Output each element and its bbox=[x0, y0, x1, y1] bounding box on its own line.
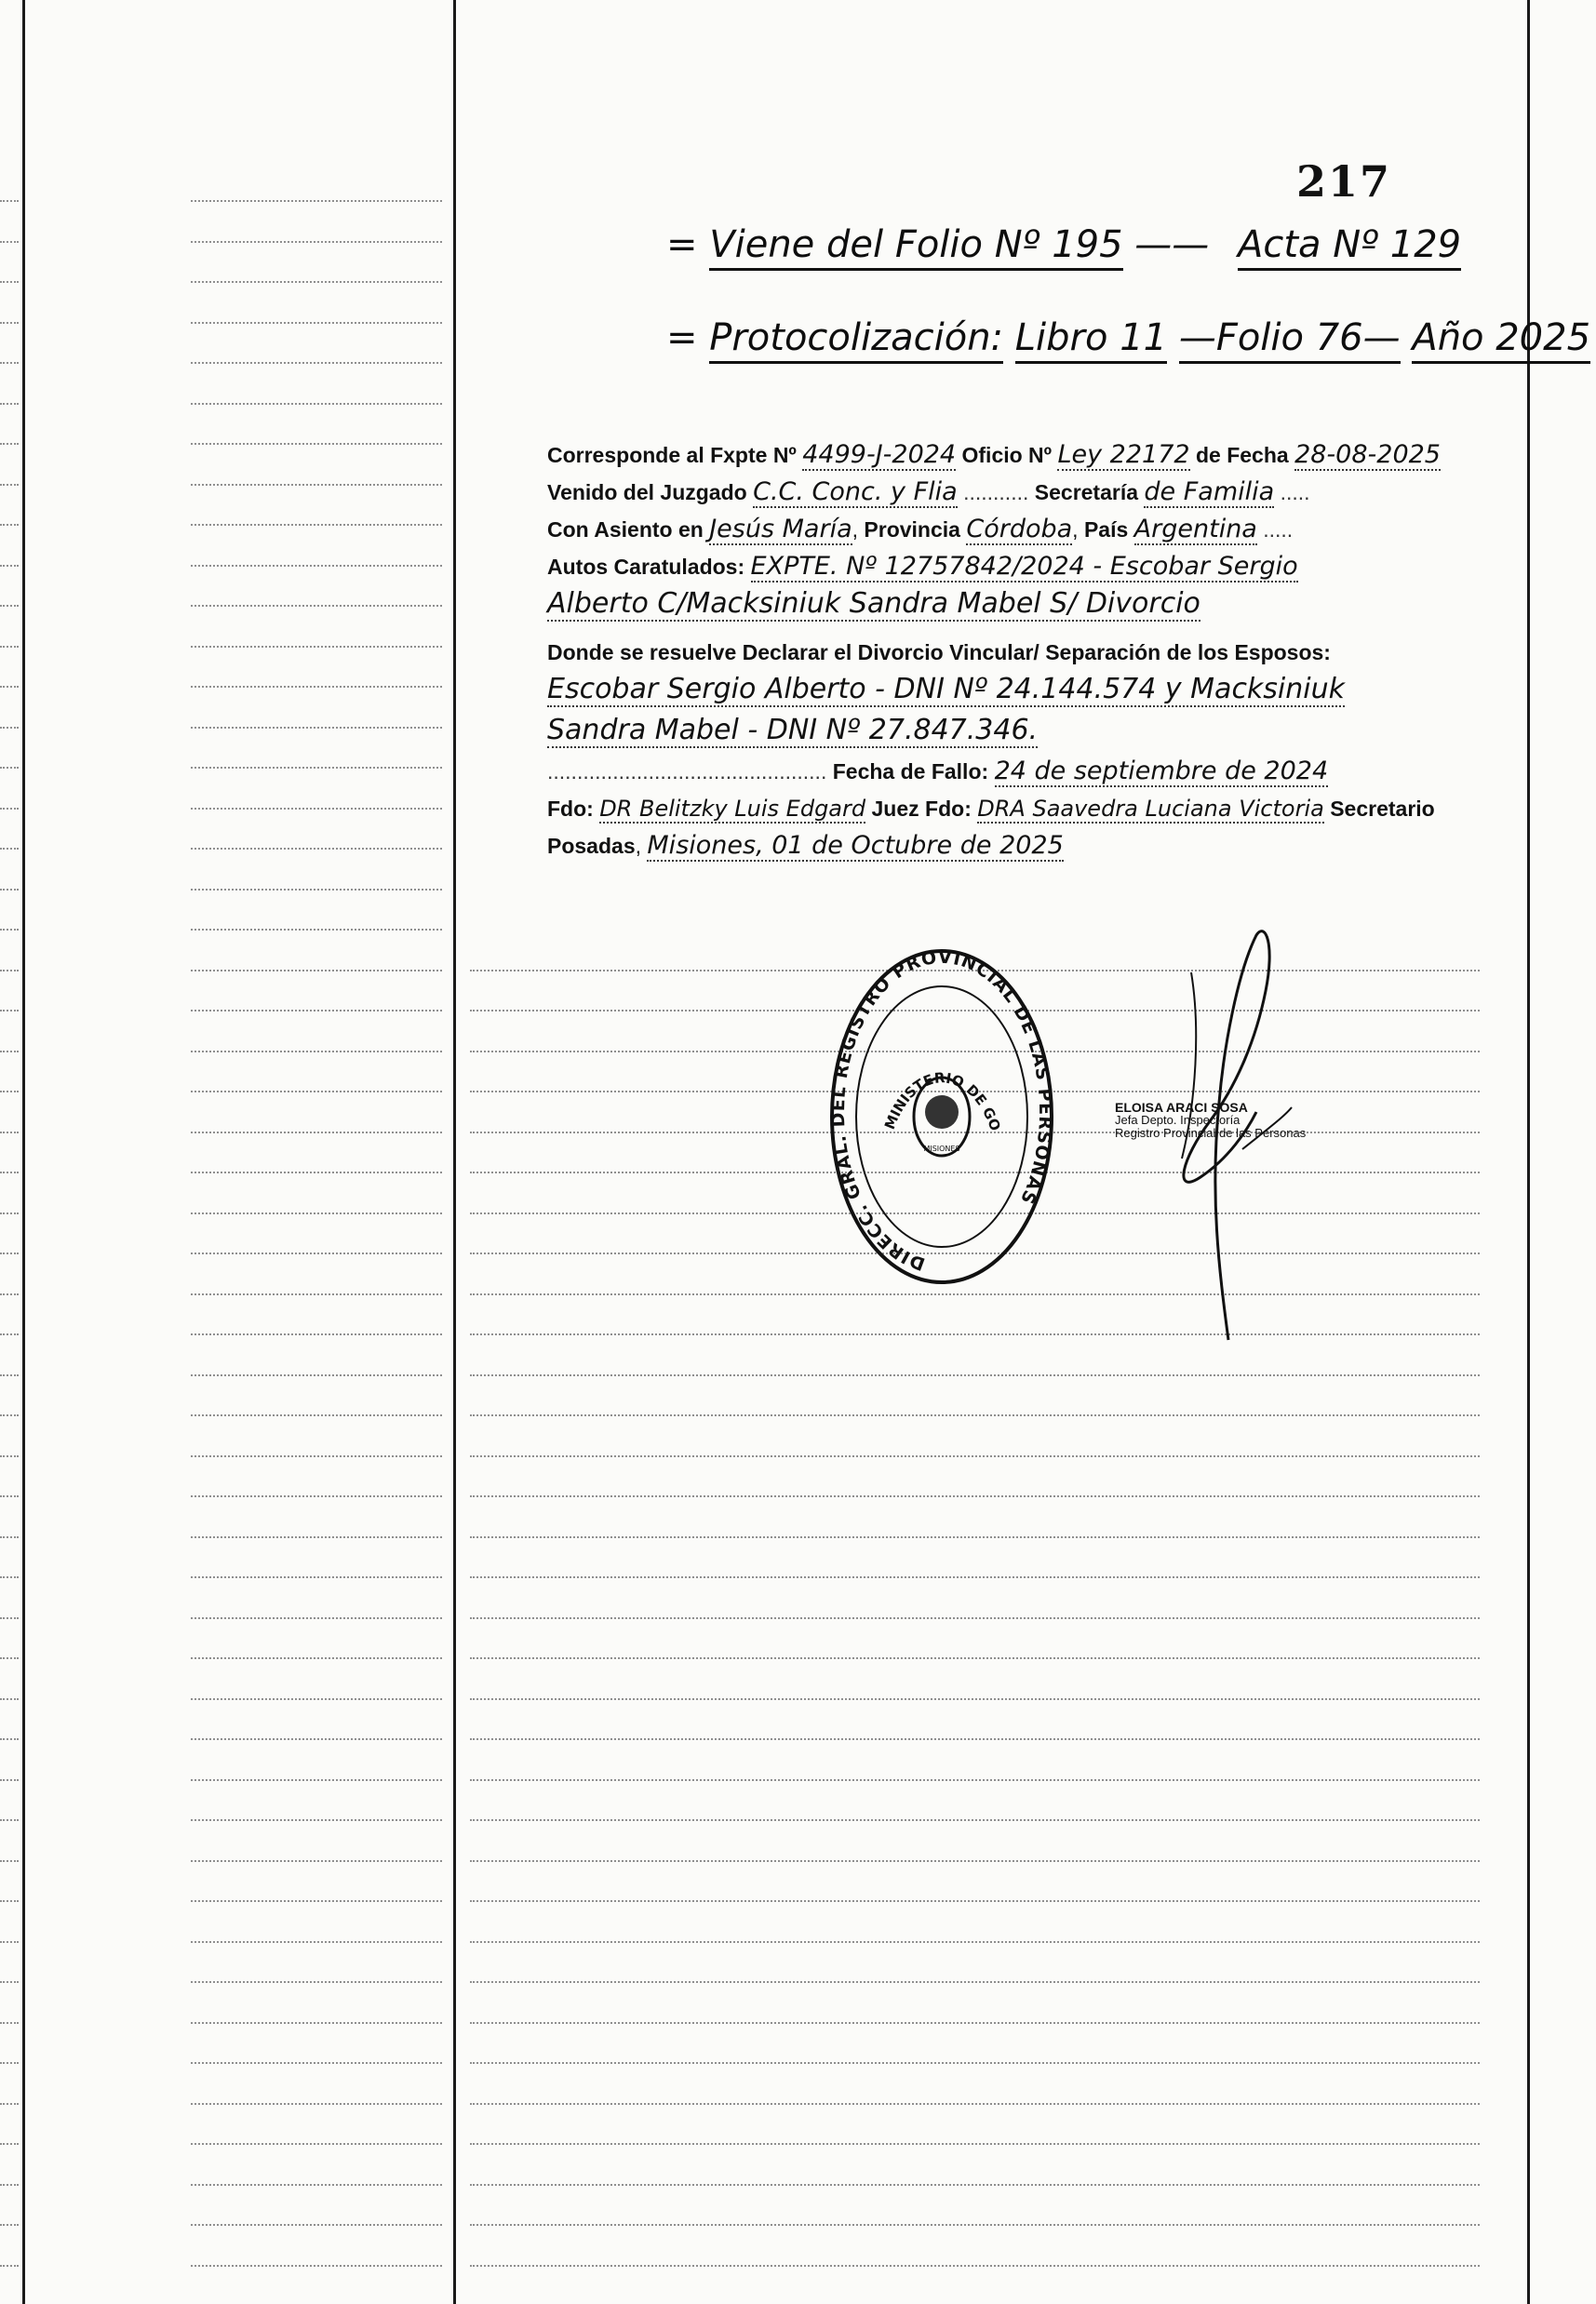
secretaria-value: de Familia bbox=[1144, 477, 1275, 506]
ruled-line bbox=[0, 322, 19, 324]
ruled-line bbox=[0, 970, 19, 971]
ruled-line bbox=[191, 929, 442, 931]
ruled-line bbox=[0, 1900, 19, 1902]
ruled-line bbox=[470, 2265, 1480, 2267]
ruled-line bbox=[191, 1738, 442, 1740]
ruled-line bbox=[191, 1981, 442, 1983]
provincia-label: Provincia bbox=[864, 517, 960, 542]
ruled-line bbox=[470, 2184, 1480, 2186]
juez-name: DR Belitzky Luis Edgard bbox=[599, 796, 866, 822]
folio-number: —Folio 76— bbox=[1179, 316, 1401, 364]
svg-text:MISIONES: MISIONES bbox=[923, 1145, 960, 1153]
ruled-line bbox=[191, 686, 442, 688]
protocolizacion-label: Protocolización: bbox=[709, 316, 1003, 364]
ruled-line bbox=[0, 1657, 19, 1659]
ruled-line bbox=[0, 524, 19, 526]
registry-form bbox=[547, 437, 1478, 865]
ruled-line bbox=[470, 1698, 1480, 1700]
ruled-line bbox=[0, 2103, 19, 2105]
ruled-line bbox=[0, 362, 19, 364]
ruled-line bbox=[191, 646, 442, 648]
ruled-line bbox=[470, 2224, 1480, 2226]
folio-origin: Viene del Folio Nº 195 bbox=[709, 223, 1122, 271]
ruled-line bbox=[470, 1900, 1480, 1902]
juzgado-dots: ........... bbox=[963, 480, 1029, 504]
ruled-line bbox=[191, 605, 442, 607]
secretaria-dots: ..... bbox=[1280, 480, 1310, 504]
ruled-line bbox=[0, 1051, 19, 1052]
ruled-line bbox=[470, 1495, 1480, 1497]
ruled-line bbox=[0, 1293, 19, 1295]
ruled-line bbox=[191, 1779, 442, 1781]
ruled-line bbox=[0, 2265, 19, 2267]
ruled-line bbox=[0, 1576, 19, 1578]
ruled-line bbox=[0, 1738, 19, 1740]
ruled-line bbox=[470, 2103, 1480, 2105]
ruled-line bbox=[191, 848, 442, 850]
ruled-line bbox=[0, 1414, 19, 1416]
ruled-line bbox=[0, 1617, 19, 1619]
ruled-line bbox=[0, 767, 19, 769]
ruled-line bbox=[0, 1212, 19, 1214]
secretario-label: Secretario bbox=[1330, 797, 1435, 821]
ruled-line bbox=[470, 1819, 1480, 1821]
ruled-line bbox=[191, 1860, 442, 1862]
row-posadas: Posadas, Misiones, 01 de Octubre de 2025 bbox=[547, 831, 1064, 860]
row-corresponde bbox=[547, 437, 1478, 475]
ruled-line bbox=[191, 1698, 442, 1700]
ruled-line bbox=[191, 727, 442, 729]
ruled-line bbox=[191, 889, 442, 891]
ruled-line bbox=[191, 970, 442, 971]
ruled-line bbox=[191, 767, 442, 769]
heading-line-1 bbox=[666, 223, 1461, 266]
ruled-line bbox=[191, 1010, 442, 1011]
ruled-line bbox=[191, 1455, 442, 1457]
ruled-line bbox=[0, 1536, 19, 1538]
fdo-label-1: Fdo: bbox=[547, 797, 594, 821]
ruled-line bbox=[0, 2062, 19, 2064]
ruled-line bbox=[0, 2224, 19, 2226]
ruled-line bbox=[191, 565, 442, 567]
juzgado-value: C.C. Conc. y Flia bbox=[753, 477, 958, 506]
ruled-line bbox=[470, 1941, 1480, 1943]
ruled-line bbox=[191, 1819, 442, 1821]
ruled-line bbox=[0, 1252, 19, 1254]
heading-dash: —— bbox=[1134, 223, 1210, 266]
juez-label: Juez bbox=[871, 797, 919, 821]
ruled-line bbox=[191, 2184, 442, 2186]
row-firmas bbox=[547, 791, 1478, 828]
ruled-line bbox=[470, 2062, 1480, 2064]
ruled-line bbox=[191, 1051, 442, 1052]
ruled-line bbox=[0, 686, 19, 688]
secretaria-label: Secretaría bbox=[1034, 480, 1139, 504]
fallo-value: 24 de septiembre de 2024 bbox=[994, 757, 1329, 785]
ruled-line bbox=[191, 1941, 442, 1943]
pais-value: Argentina bbox=[1133, 515, 1257, 543]
ruled-line bbox=[0, 646, 19, 648]
ruled-line bbox=[191, 241, 442, 243]
donde-label: Donde se resuelve Declarar el Divorcio Vincular/ Separación de los Esposos: bbox=[547, 640, 1331, 664]
ruled-line bbox=[191, 1374, 442, 1376]
ruled-line bbox=[470, 2022, 1480, 2024]
ruled-line bbox=[191, 1414, 442, 1416]
row-donde bbox=[547, 635, 1478, 672]
ruled-line bbox=[470, 1374, 1480, 1376]
ruled-line bbox=[191, 524, 442, 526]
ruled-line bbox=[0, 808, 19, 810]
ruled-line bbox=[0, 929, 19, 931]
ruled-line bbox=[191, 1091, 442, 1092]
ruled-line bbox=[191, 1132, 442, 1133]
ruled-line bbox=[470, 1293, 1480, 1295]
ruled-line bbox=[470, 2143, 1480, 2145]
ruled-line bbox=[191, 1293, 442, 1295]
ruled-line bbox=[0, 1333, 19, 1335]
ruled-line bbox=[191, 322, 442, 324]
ruled-line bbox=[0, 1819, 19, 1821]
ruled-line bbox=[0, 1941, 19, 1943]
ruled-line bbox=[191, 1333, 442, 1335]
official-stamp bbox=[1115, 1101, 1306, 1140]
svg-text:DIRECC. GRAL. DEL REGISTRO PRO: DIRECC. GRAL. DEL REGISTRO PROVINCIAL DE LAS PERSONAS bbox=[828, 946, 1056, 1275]
ruled-line bbox=[0, 443, 19, 445]
secretario-name: DRA Saavedra Luciana Victoria bbox=[977, 796, 1324, 822]
heading-prefix: = bbox=[666, 223, 698, 266]
ruled-line bbox=[191, 1172, 442, 1173]
row-autos-cont bbox=[547, 586, 1478, 627]
ruled-line bbox=[470, 1333, 1480, 1335]
ruled-line bbox=[0, 1172, 19, 1173]
posadas-value: Misiones, 01 de Octubre de 2025 bbox=[647, 831, 1064, 860]
ruled-line bbox=[191, 484, 442, 486]
ruled-line bbox=[191, 2103, 442, 2105]
posadas-label: Posadas bbox=[547, 834, 636, 858]
acta-number: Acta Nº 129 bbox=[1238, 223, 1461, 271]
ruled-line bbox=[0, 1455, 19, 1457]
ruled-line bbox=[0, 1010, 19, 1011]
ruled-line bbox=[470, 1657, 1480, 1659]
ruled-line bbox=[0, 848, 19, 850]
ruled-line bbox=[191, 1617, 442, 1619]
ruled-line bbox=[0, 1698, 19, 1700]
ruled-line bbox=[191, 1657, 442, 1659]
ruled-line bbox=[191, 362, 442, 364]
ruled-line bbox=[191, 1576, 442, 1578]
svg-text:MINISTERIO DE GOBIERNO: MINISTERIO DE GO bbox=[880, 1069, 1004, 1133]
ruled-line bbox=[0, 1374, 19, 1376]
oficio-value: Ley 22172 bbox=[1057, 440, 1190, 469]
ruled-line bbox=[0, 565, 19, 567]
ruled-line bbox=[0, 1091, 19, 1092]
row-asiento: Con Asiento en Jesús María, Provincia Córdoba, País Argentina ..... bbox=[547, 515, 1294, 543]
row-esposos-2 bbox=[547, 713, 1478, 754]
ruled-line bbox=[191, 200, 442, 202]
ruled-line bbox=[191, 2022, 442, 2024]
official-seal bbox=[828, 944, 1056, 1289]
ruled-line bbox=[191, 808, 442, 810]
fallo-label: Fecha de Fallo: bbox=[832, 759, 989, 784]
page-number: 217 bbox=[1296, 156, 1392, 207]
ruled-line bbox=[0, 281, 19, 283]
autos-line-2: Alberto C/Macksiniuk Sandra Mabel S/ Divorcio bbox=[547, 587, 1200, 620]
ruled-line bbox=[470, 1414, 1480, 1416]
ruled-line bbox=[0, 200, 19, 202]
ruled-line bbox=[470, 1981, 1480, 1983]
ruled-line bbox=[470, 1738, 1480, 1740]
ruled-line bbox=[0, 1779, 19, 1781]
fecha-label: de Fecha bbox=[1195, 443, 1289, 467]
ruled-line bbox=[191, 2143, 442, 2145]
ruled-line bbox=[470, 1455, 1480, 1457]
ruled-line bbox=[0, 605, 19, 607]
ruled-line bbox=[0, 1495, 19, 1497]
ruled-line bbox=[191, 1900, 442, 1902]
esposos-line-1: Escobar Sergio Alberto - DNI Nº 24.144.574 y Macksiniuk bbox=[547, 673, 1346, 705]
ruled-line bbox=[0, 727, 19, 729]
ruled-line bbox=[470, 1860, 1480, 1862]
fallo-dots: ............................................... bbox=[547, 759, 827, 784]
row-venido bbox=[547, 475, 1478, 512]
ruled-line bbox=[191, 2224, 442, 2226]
ruled-line bbox=[191, 2062, 442, 2064]
ruled-line bbox=[191, 1536, 442, 1538]
pais-dots: ..... bbox=[1263, 517, 1294, 542]
row-esposos-1 bbox=[547, 672, 1478, 713]
ruled-line bbox=[191, 2265, 442, 2267]
provincia-value: Córdoba bbox=[966, 515, 1073, 543]
libro-number: Libro 11 bbox=[1015, 316, 1167, 364]
ruled-line bbox=[191, 1495, 442, 1497]
ruled-line bbox=[0, 2184, 19, 2186]
asiento-label: Con Asiento en bbox=[547, 517, 704, 542]
pais-label: País bbox=[1083, 517, 1129, 542]
ruled-line bbox=[0, 241, 19, 243]
ruled-line bbox=[470, 1779, 1480, 1781]
esposos-line-2: Sandra Mabel - DNI Nº 27.847.346. bbox=[547, 714, 1039, 746]
ruled-line bbox=[470, 1576, 1480, 1578]
row-autos bbox=[547, 549, 1478, 586]
stamp-name: ELOISA ARACI SOSA bbox=[1115, 1100, 1248, 1115]
ruled-line bbox=[0, 1981, 19, 1983]
ruled-line bbox=[191, 1252, 442, 1254]
ruled-line bbox=[0, 2022, 19, 2024]
ruled-line bbox=[0, 889, 19, 891]
stamp-office: Registro Provincial de las Personas bbox=[1115, 1126, 1307, 1140]
ruled-line bbox=[0, 1132, 19, 1133]
ruled-line bbox=[191, 281, 442, 283]
row-fallo bbox=[547, 754, 1478, 791]
stamp-title: Jefa Depto. Inspectoría bbox=[1115, 1113, 1241, 1127]
ruled-line bbox=[0, 2143, 19, 2145]
corresponde-label: Corresponde al Fxpte Nº bbox=[547, 443, 797, 467]
heading-prefix: = bbox=[666, 316, 698, 359]
autos-label: Autos Caratulados: bbox=[547, 555, 745, 579]
ruled-line bbox=[470, 1617, 1480, 1619]
ruled-line bbox=[191, 443, 442, 445]
oficio-label: Oficio Nº bbox=[961, 443, 1053, 467]
ruled-line bbox=[0, 484, 19, 486]
ruled-line bbox=[470, 1536, 1480, 1538]
juzgado-label: Venido del Juzgado bbox=[547, 480, 747, 504]
autos-line-1: EXPTE. Nº 12757842/2024 - Escobar Sergio bbox=[750, 552, 1298, 581]
ruled-line bbox=[0, 403, 19, 405]
fecha-value: 28-08-2025 bbox=[1294, 440, 1441, 469]
expediente-number: 4499-J-2024 bbox=[802, 440, 957, 469]
ruled-line bbox=[191, 403, 442, 405]
heading-line-2 bbox=[666, 316, 1590, 359]
ruled-line bbox=[191, 1212, 442, 1214]
ruled-line bbox=[0, 1860, 19, 1862]
fdo-label-2: Fdo: bbox=[925, 797, 972, 821]
protocol-year: Año 2025 bbox=[1412, 316, 1590, 364]
asiento-value: Jesús María bbox=[709, 515, 852, 543]
